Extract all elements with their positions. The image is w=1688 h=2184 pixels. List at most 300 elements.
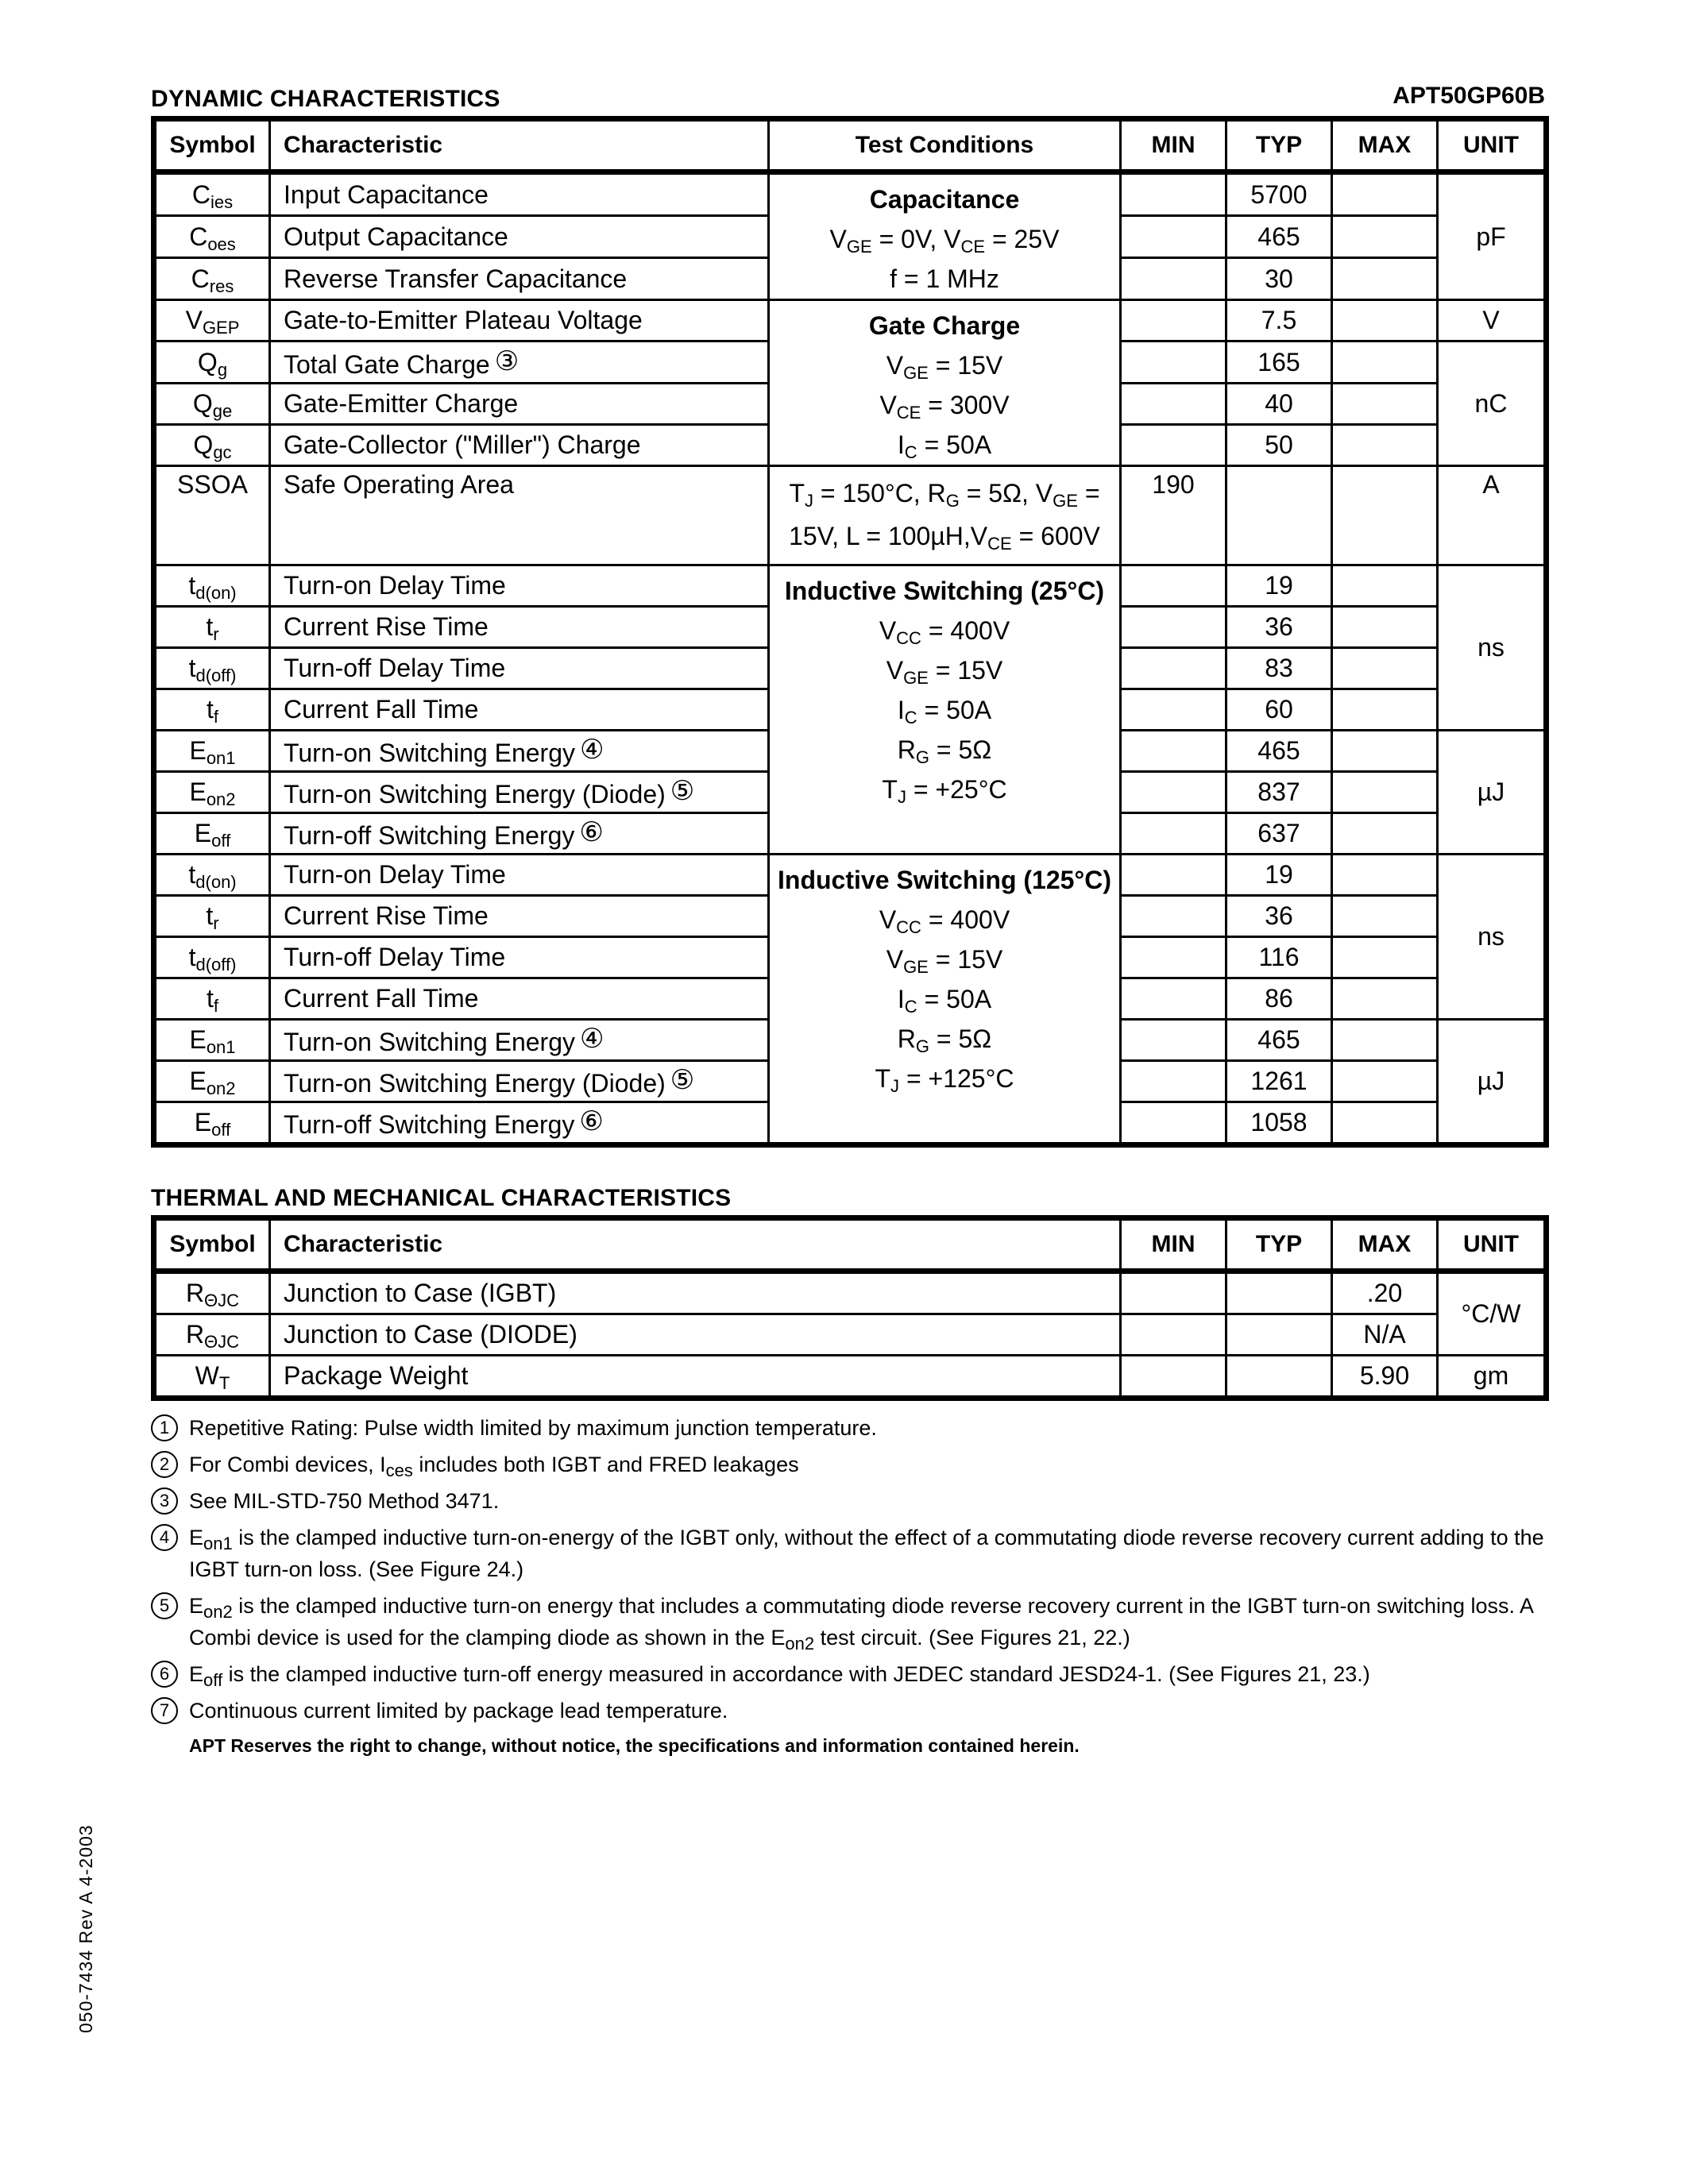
- characteristic-cell: [270, 937, 769, 978]
- subscript: G: [915, 747, 930, 767]
- max-cell: [1332, 1061, 1438, 1102]
- min-cell: [1121, 813, 1226, 855]
- symbol-cell: [154, 648, 270, 689]
- characteristic-name: Turn-on Delay Time: [284, 571, 506, 600]
- text-part: V: [879, 391, 897, 419]
- characteristic-name: Safe Operating Area: [284, 470, 514, 499]
- max-cell: [1332, 172, 1438, 216]
- typ-cell: [1226, 896, 1332, 937]
- symbol-subscript: T: [218, 1373, 230, 1393]
- text-part: test circuit. (See Figures 21, 22.): [814, 1626, 1130, 1650]
- col-header-min: MIN: [1121, 119, 1226, 172]
- min-value: 190: [1152, 470, 1195, 499]
- table-row: [154, 172, 1547, 216]
- typ-value: 465: [1257, 1025, 1300, 1054]
- typ-cell: [1226, 855, 1332, 896]
- thermal-characteristics-title: THERMAL AND MECHANICAL CHARACTERISTICS: [151, 1185, 732, 1211]
- condition-line: [776, 611, 1113, 650]
- symbol: W: [195, 1361, 219, 1390]
- text-part: E: [189, 1526, 204, 1549]
- symbol: E: [189, 778, 207, 806]
- subscript: on2: [203, 1602, 233, 1622]
- characteristic-cell: [270, 172, 769, 216]
- unit-uj: [1438, 1020, 1547, 1145]
- typ-cell: [1226, 1061, 1332, 1102]
- text-part: = 50A: [917, 985, 992, 1013]
- symbol: Q: [192, 389, 213, 418]
- symbol-cell: [154, 731, 270, 772]
- typ-cell: [1226, 466, 1332, 565]
- symbol: E: [194, 1108, 212, 1136]
- symbol: t: [206, 901, 214, 930]
- typ-value: 83: [1265, 654, 1293, 682]
- text-part: V: [886, 945, 904, 974]
- condition-title: Inductive Switching (125°C): [778, 866, 1111, 894]
- typ-cell: [1226, 1102, 1332, 1145]
- characteristic-cell: [270, 731, 769, 772]
- subscript: C: [904, 442, 917, 462]
- table-row: [154, 300, 1547, 341]
- unit-value: nC: [1474, 388, 1508, 418]
- text-part: is the clamped inductive turn-on-energy of the IGBT only, without the effect of a commutating diode reverse recovery current adding to the IGBT turn-on loss. (See Figure 24.): [189, 1526, 1544, 1581]
- unit-v: [1438, 300, 1547, 341]
- condition-line: [776, 219, 1113, 259]
- footnote-text: [189, 1588, 1549, 1656]
- min-cell: [1121, 978, 1226, 1020]
- symbol-cell: [154, 172, 270, 216]
- symbol-cell: [154, 813, 270, 855]
- footnote-item: [151, 1483, 1549, 1519]
- unit-value: gm: [1473, 1361, 1509, 1390]
- text-part: = 50A: [917, 430, 992, 459]
- min-cell: [1121, 607, 1226, 648]
- condition-line: [776, 425, 1113, 465]
- subscript: G: [915, 1036, 930, 1056]
- max-value: 5.90: [1359, 1361, 1410, 1390]
- subscript: on2: [785, 1634, 815, 1653]
- text-part: = 25V: [985, 225, 1060, 253]
- max-cell: [1332, 1020, 1438, 1061]
- typ-cell: [1226, 565, 1332, 607]
- col-header-characteristic: Characteristic: [270, 1218, 1121, 1271]
- text-part: is the clamped inductive turn-on energy that includes a commutating diode reverse recovery current in the IGBT turn-on switching loss. A Combi device is used for the clamping diode as shown in the E: [189, 1594, 1533, 1650]
- condition-line: [776, 650, 1113, 690]
- typ-value: 19: [1265, 860, 1293, 889]
- text-part: = 300V: [921, 391, 1010, 419]
- table-header-row: [154, 1218, 1547, 1271]
- subscript: J: [897, 787, 906, 807]
- table-row: [154, 466, 1547, 565]
- symbol: R: [185, 1320, 205, 1349]
- symbol-cell: [154, 855, 270, 896]
- subscript: GE: [846, 237, 872, 257]
- unit-value: µJ: [1477, 1067, 1505, 1095]
- table-row: [154, 1356, 1547, 1399]
- symbol-subscript: f: [213, 996, 218, 1016]
- unit-value: ns: [1477, 922, 1505, 951]
- footnote-text: [189, 1656, 1549, 1692]
- text-part: = 5Ω, V: [959, 479, 1053, 507]
- text-part: = +125°C: [899, 1064, 1014, 1093]
- unit-pf: [1438, 172, 1547, 300]
- footnote-ref-icon: ④: [579, 1024, 605, 1054]
- characteristic-cell: [270, 1102, 769, 1145]
- characteristic-cell: [270, 466, 769, 565]
- text-part: =: [1077, 479, 1100, 507]
- symbol-cell: [154, 1271, 270, 1314]
- min-cell: [1121, 258, 1226, 300]
- characteristic-cell: [270, 855, 769, 896]
- unit-nc: [1438, 341, 1547, 466]
- condition-line: [776, 345, 1113, 385]
- typ-value: 36: [1265, 612, 1293, 641]
- characteristic-name: Gate-Collector ("Miller") Charge: [284, 430, 641, 459]
- typ-value: 165: [1257, 347, 1300, 376]
- symbol: t: [188, 654, 196, 682]
- text-part: = 150°C, R: [813, 479, 946, 507]
- condition-line: [776, 770, 1113, 809]
- text-part: V: [879, 616, 897, 645]
- min-cell: [1121, 341, 1226, 384]
- symbol-subscript: ΘJC: [204, 1332, 240, 1352]
- typ-value: 40: [1265, 389, 1293, 418]
- max-cell: [1332, 978, 1438, 1020]
- max-value: .20: [1366, 1279, 1403, 1307]
- max-cell: [1332, 466, 1438, 565]
- dynamic-characteristics-title: DYNAMIC CHARACTERISTICS: [151, 86, 500, 112]
- max-cell: [1332, 731, 1438, 772]
- symbol-cell: [154, 978, 270, 1020]
- condition-title: Gate Charge: [868, 311, 1021, 340]
- characteristic-name: Gate-to-Emitter Plateau Voltage: [284, 306, 643, 334]
- typ-cell: [1226, 384, 1332, 425]
- symbol-subscript: ies: [210, 191, 234, 212]
- min-cell: [1121, 689, 1226, 731]
- symbol-subscript: ge: [212, 401, 233, 421]
- condition-title: Inductive Switching (25°C): [784, 577, 1105, 605]
- typ-value: 837: [1257, 778, 1300, 806]
- characteristic-name: Reverse Transfer Capacitance: [284, 264, 628, 293]
- typ-value: 637: [1257, 819, 1300, 847]
- footnote-item: [151, 1519, 1549, 1588]
- symbol-subscript: d(on): [195, 872, 237, 892]
- typ-cell: [1226, 258, 1332, 300]
- min-cell: [1121, 937, 1226, 978]
- characteristic-cell: [270, 1271, 1121, 1314]
- col-header-symbol: Symbol: [154, 119, 270, 172]
- footnote-ref-icon: ③: [494, 345, 520, 376]
- max-cell: [1332, 300, 1438, 341]
- min-cell: [1121, 896, 1226, 937]
- characteristic-name: Turn-off Switching Energy: [284, 821, 575, 850]
- text-part: I: [897, 696, 905, 724]
- symbol-cell: [154, 341, 270, 384]
- characteristic-cell: [270, 1356, 1121, 1399]
- characteristic-cell: [270, 341, 769, 384]
- footnote-ref-icon: ④: [579, 735, 605, 765]
- text-part: T: [875, 1064, 891, 1093]
- footnote-text: [189, 1446, 1549, 1483]
- min-cell: [1121, 1061, 1226, 1102]
- text-part: E: [189, 1662, 204, 1686]
- symbol-cell: [154, 1061, 270, 1102]
- unit-ns: [1438, 565, 1547, 731]
- symbol-subscript: on1: [206, 748, 236, 768]
- typ-cell: [1226, 978, 1332, 1020]
- condition-line: [776, 979, 1113, 1019]
- condition-line: [776, 730, 1113, 770]
- typ-cell: [1226, 341, 1332, 384]
- unit-a: [1438, 466, 1547, 565]
- unit-c-per-w: [1438, 1271, 1547, 1356]
- symbol-cell: [154, 1356, 270, 1399]
- unit-value: µJ: [1477, 778, 1505, 806]
- subscript: GE: [903, 957, 929, 977]
- typ-cell: [1226, 937, 1332, 978]
- max-cell: [1332, 896, 1438, 937]
- col-header-min: MIN: [1121, 1218, 1226, 1271]
- col-header-unit: UNIT: [1438, 1218, 1547, 1271]
- typ-value: 36: [1265, 901, 1293, 930]
- footnote-text: [189, 1519, 1549, 1588]
- footnote-text: [189, 1692, 1549, 1729]
- symbol-subscript: g: [217, 359, 228, 380]
- text-part: T: [789, 479, 805, 507]
- subscript: CE: [896, 403, 921, 423]
- text-part: Continuous current limited by package lead temperature.: [189, 1699, 728, 1723]
- thermal-characteristics-table: [151, 1215, 1549, 1401]
- col-header-typ: TYP: [1226, 1218, 1332, 1271]
- typ-cell: [1226, 813, 1332, 855]
- symbol-subscript: on2: [206, 1078, 236, 1098]
- characteristic-name: Package Weight: [284, 1361, 469, 1390]
- max-cell: [1332, 384, 1438, 425]
- symbol-subscript: r: [213, 913, 219, 933]
- symbol-subscript: on1: [206, 1037, 236, 1057]
- symbol-subscript: d(off): [195, 955, 237, 974]
- symbol-cell: [154, 466, 270, 565]
- characteristic-cell: [270, 607, 769, 648]
- max-cell: [1332, 565, 1438, 607]
- characteristic-name: Turn-on Switching Energy (Diode): [284, 780, 666, 808]
- typ-value: 86: [1265, 984, 1293, 1013]
- footnote-number-icon: 4: [151, 1524, 178, 1551]
- footnote-item: [151, 1692, 1549, 1729]
- symbol: E: [189, 1025, 207, 1054]
- subscript: on1: [203, 1534, 233, 1553]
- text-part: = 5Ω: [929, 735, 992, 764]
- characteristic-cell: [270, 425, 769, 466]
- footnote-ref-icon: ⑤: [670, 1065, 695, 1095]
- characteristic-cell: [270, 1314, 1121, 1356]
- max-cell: [1332, 1356, 1438, 1399]
- text-part: = 15V: [928, 656, 1003, 685]
- characteristic-name: Output Capacitance: [284, 222, 508, 251]
- symbol: t: [206, 695, 214, 723]
- conditions-inductive-switching-125c: [769, 855, 1121, 1145]
- typ-value: 60: [1265, 695, 1293, 723]
- footnote-text: [189, 1410, 1549, 1446]
- footnote-ref-icon: ⑥: [579, 1106, 604, 1136]
- typ-value: 7.5: [1261, 306, 1297, 334]
- typ-value: 465: [1257, 736, 1300, 765]
- typ-cell: [1226, 648, 1332, 689]
- symbol: E: [189, 1067, 207, 1095]
- symbol-subscript: f: [213, 707, 218, 727]
- characteristic-cell: [270, 1061, 769, 1102]
- typ-cell: [1226, 1271, 1332, 1314]
- table-row: [154, 1271, 1547, 1314]
- footnote-ref-icon: ⑤: [670, 776, 695, 806]
- text-part: is the clamped inductive turn-off energy measured in accordance with JEDEC standard JESD24-1. (See Figures 21, 23.): [222, 1662, 1370, 1686]
- characteristic-cell: [270, 813, 769, 855]
- characteristic-name: Turn-on Switching Energy: [284, 739, 575, 767]
- symbol-cell: [154, 1102, 270, 1145]
- symbol: Q: [193, 430, 214, 459]
- characteristic-name: Junction to Case (IGBT): [284, 1279, 557, 1307]
- table-row: [154, 855, 1547, 896]
- symbol-cell: [154, 896, 270, 937]
- characteristic-name: Current Fall Time: [284, 695, 479, 723]
- footnote-number-icon: 5: [151, 1592, 178, 1619]
- symbol: C: [191, 264, 210, 293]
- symbol-cell: [154, 607, 270, 648]
- unit-value: ns: [1477, 633, 1505, 662]
- text-part: = 600V: [1011, 522, 1100, 550]
- symbol-cell: [154, 937, 270, 978]
- text-part: T: [882, 775, 898, 804]
- dynamic-characteristics-table: [151, 116, 1549, 1148]
- subscript: CC: [896, 628, 921, 648]
- text-part: includes both IGBT and FRED leakages: [412, 1453, 799, 1476]
- max-cell: [1332, 425, 1438, 466]
- conditions-gate-charge: [769, 300, 1121, 466]
- characteristic-cell: [270, 1020, 769, 1061]
- max-cell: [1332, 855, 1438, 896]
- symbol: C: [189, 222, 208, 251]
- footnote-number-icon: 7: [151, 1697, 178, 1724]
- min-cell: [1121, 772, 1226, 813]
- max-cell: [1332, 341, 1438, 384]
- text-part: V: [886, 656, 904, 685]
- condition-line: [776, 515, 1113, 558]
- text-part: R: [897, 1024, 916, 1053]
- max-cell: [1332, 937, 1438, 978]
- characteristic-name: Current Rise Time: [284, 901, 489, 930]
- subscript: C: [904, 997, 917, 1017]
- subscript: off: [203, 1670, 223, 1690]
- subscript: CE: [987, 534, 1012, 554]
- text-part: = 50A: [917, 696, 992, 724]
- symbol-subscript: r: [213, 624, 219, 644]
- symbol: SSOA: [177, 470, 248, 499]
- symbol: t: [188, 943, 196, 971]
- symbol-cell: [154, 1314, 270, 1356]
- col-header-unit: UNIT: [1438, 119, 1547, 172]
- condition-line: [776, 472, 1113, 515]
- symbol: E: [189, 736, 207, 765]
- condition-line: [776, 940, 1113, 979]
- condition-title: Capacitance: [869, 185, 1020, 214]
- max-cell: [1332, 216, 1438, 258]
- min-cell: [1121, 384, 1226, 425]
- text-part: V: [886, 351, 904, 380]
- max-cell: [1332, 1271, 1438, 1314]
- max-cell: [1332, 772, 1438, 813]
- characteristic-name: Junction to Case (DIODE): [284, 1320, 577, 1349]
- text-part: = 15V: [928, 351, 1003, 380]
- condition-line: [776, 690, 1113, 730]
- symbol-subscript: d(off): [195, 666, 237, 685]
- min-cell: [1121, 565, 1226, 607]
- text-part: V: [829, 225, 847, 253]
- typ-cell: [1226, 300, 1332, 341]
- min-cell: [1121, 172, 1226, 216]
- symbol-subscript: off: [211, 1120, 231, 1140]
- characteristic-name: Turn-off Switching Energy: [284, 1110, 575, 1139]
- min-cell: [1121, 300, 1226, 341]
- footnote-number-icon: 2: [151, 1451, 178, 1478]
- unit-gm: [1438, 1356, 1547, 1399]
- characteristic-cell: [270, 648, 769, 689]
- symbol: t: [188, 860, 196, 889]
- text-part: E: [189, 1594, 204, 1618]
- footnote-ref-icon: ⑥: [579, 817, 604, 847]
- min-cell: [1121, 1102, 1226, 1145]
- symbol-cell: [154, 258, 270, 300]
- text-part: = 15V: [928, 945, 1003, 974]
- min-cell: [1121, 648, 1226, 689]
- unit-value: pF: [1476, 222, 1506, 251]
- symbol: t: [188, 571, 196, 600]
- footnote-number-icon: 1: [151, 1414, 178, 1441]
- symbol-subscript: res: [209, 276, 234, 296]
- col-header-characteristic: Characteristic: [270, 119, 769, 172]
- typ-value: 50: [1265, 430, 1293, 459]
- typ-cell: [1226, 1356, 1332, 1399]
- text-part: Repetitive Rating: Pulse width limited by maximum junction temperature.: [189, 1416, 877, 1440]
- max-cell: [1332, 813, 1438, 855]
- text-part: R: [897, 735, 916, 764]
- characteristic-name: Turn-on Switching Energy (Diode): [284, 1069, 666, 1098]
- unit-value: V: [1482, 306, 1500, 334]
- table-row: [154, 565, 1547, 607]
- characteristic-cell: [270, 978, 769, 1020]
- subscript: C: [904, 708, 917, 727]
- typ-cell: [1226, 689, 1332, 731]
- characteristic-name: Total Gate Charge: [284, 349, 490, 379]
- max-value: N/A: [1363, 1320, 1406, 1349]
- subscript: GE: [903, 363, 929, 383]
- text-part: = 5Ω: [929, 1024, 992, 1053]
- symbol: t: [206, 612, 214, 641]
- characteristic-name: Input Capacitance: [284, 179, 489, 209]
- unit-value: °C/W: [1461, 1299, 1521, 1328]
- symbol-cell: [154, 1020, 270, 1061]
- text-part: = +25°C: [906, 775, 1007, 804]
- typ-cell: [1226, 1020, 1332, 1061]
- typ-cell: [1226, 731, 1332, 772]
- typ-cell: [1226, 172, 1332, 216]
- text-part: For Combi devices, I: [189, 1453, 386, 1476]
- typ-cell: [1226, 1314, 1332, 1356]
- characteristic-cell: [270, 258, 769, 300]
- text-part: I: [897, 985, 905, 1013]
- text-part: f = 1 MHz: [890, 264, 999, 293]
- footnote-item: [151, 1656, 1549, 1692]
- symbol: t: [206, 984, 214, 1013]
- characteristic-name: Current Fall Time: [284, 984, 479, 1013]
